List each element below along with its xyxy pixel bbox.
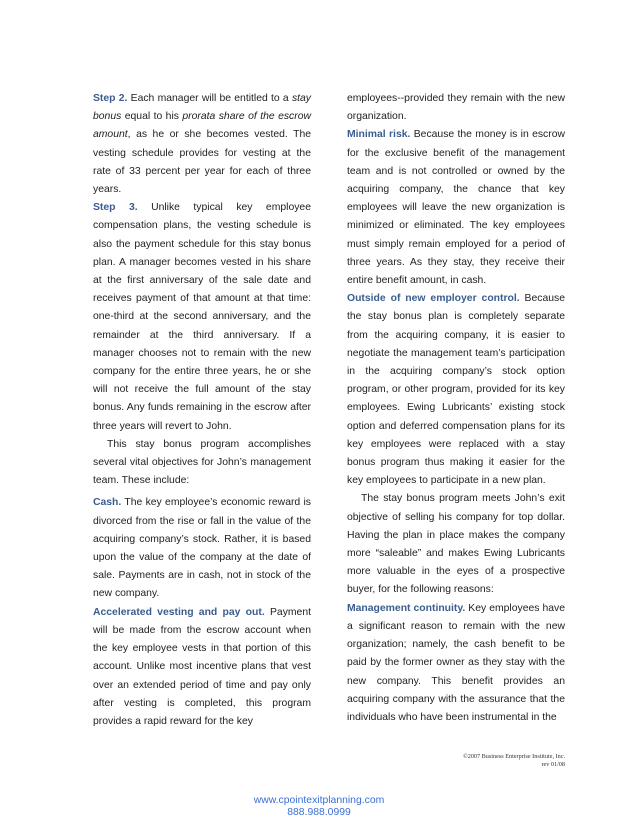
step-2-paragraph [93, 90, 311, 199]
paragraph-text: Payment will be made from the escrow account when the key employee vests in that portion of this account. Unlike most incentive plans that vest over an extended period of time and pay only after vesting is completed, this program provides a rapid reward for the key [93, 606, 311, 727]
exit-objective-paragraph: The stay bonus program meets John’s exit objective of selling his company for top dollar. Having the plan in place makes the company more “saleable” and makes Ewing Lubricants more valuable in the eyes of a prospective buyer, for the following reasons: [347, 493, 565, 596]
revision-line: rev 01/08 [541, 761, 565, 768]
continued-paragraph: employees--provided they remain with the new organization. [347, 93, 565, 123]
paragraph-text: equal to his [121, 111, 183, 123]
copyright-line: ©2007 Business Enterprise Institute, Inc. [463, 753, 565, 760]
emphasis-text: stay bonus [93, 93, 311, 123]
paragraph-text: Key employees have a significant reason to remain with the new organization; namely, the cash benefit to be paid by the former owner as they stay with the new company. This benefit provides an acquiring company with the assurance that the individuals who have been instrumental in the [347, 602, 565, 723]
paragraph-text: Each manager will be entitled to a [127, 93, 292, 104]
objectives-paragraph: This stay bonus program accomplishes several vital objectives for John’s management team. These include: [93, 438, 311, 487]
paragraph-text: Because the money is in escrow for the exclusive benefit of the management team and is not controlled or owned by the acquiring company, the chance that key employees will leave the new organization is minimized or eliminated. The key employees must simply remain employed for a period of three years. As they stay, they receive their entire benefit amount, in cash. [347, 129, 565, 287]
paragraph-text: Unlike typical key employee compensation plans, the vesting schedule is also the payment schedule for this stay bonus plan. A manager becomes vested in his share at the first anniversary of the sale date and receives payment of that amount at that time: one-third at the second anniversary, and the remainder at the third anniversary. If a manager chooses not to remain with the new company for the entire three years, he or she will not receive the full amount of the stay bonus. Any funds remaining in the escrow after three years will revert to John. [93, 202, 311, 432]
management-continuity-paragraph [347, 600, 565, 727]
phone-link[interactable]: 888.988.0999 [287, 807, 351, 818]
cash-paragraph [93, 494, 311, 603]
paragraph-text: , as he or she becomes vested. The vesting schedule provides for vesting at the rate of 33 percent per year for each of three years. [93, 129, 311, 196]
step-3-heading: Step 3. [93, 202, 138, 214]
paragraph-text: The key employee’s economic reward is divorced from the rise or fall in the value of the acquiring company’s stock. Rather, it is based upon the value of the company at the date of sale. Payments are in cash, not in stock of the new company. [93, 497, 311, 600]
accelerated-vesting-heading: Accelerated vesting and pay out. [93, 606, 265, 618]
employer-control-paragraph [347, 290, 565, 490]
accelerated-vesting-paragraph [93, 604, 311, 731]
right-column [347, 90, 565, 727]
minimal-risk-paragraph [347, 126, 565, 290]
left-column [93, 90, 311, 731]
employer-control-heading: Outside of new employer control. [347, 293, 520, 305]
paragraph-text: Because the stay bonus plan is completely separate from the acquiring company, it is easier to negotiate the management team’s participation in the acquiring company’s stock option program, or other program, provided for its key employees. Ewing Lubricants’ existing stock option and deferred compensation plans for its key employees were replaced with a stay bonus program thus making it easier for the key employees to participate in a new plan. [347, 293, 565, 487]
minimal-risk-heading: Minimal risk. [347, 129, 411, 141]
website-link[interactable]: www.cpointexitplanning.com [253, 795, 385, 806]
cash-heading: Cash. [93, 497, 122, 509]
page-footer [0, 795, 638, 819]
copyright-notice [463, 753, 565, 769]
emphasis-text: prorata share of the escrow amount [93, 111, 311, 141]
management-continuity-heading: Management continuity. [347, 602, 466, 614]
step-3-paragraph [93, 199, 311, 436]
step-2-heading: Step 2. [93, 93, 128, 104]
